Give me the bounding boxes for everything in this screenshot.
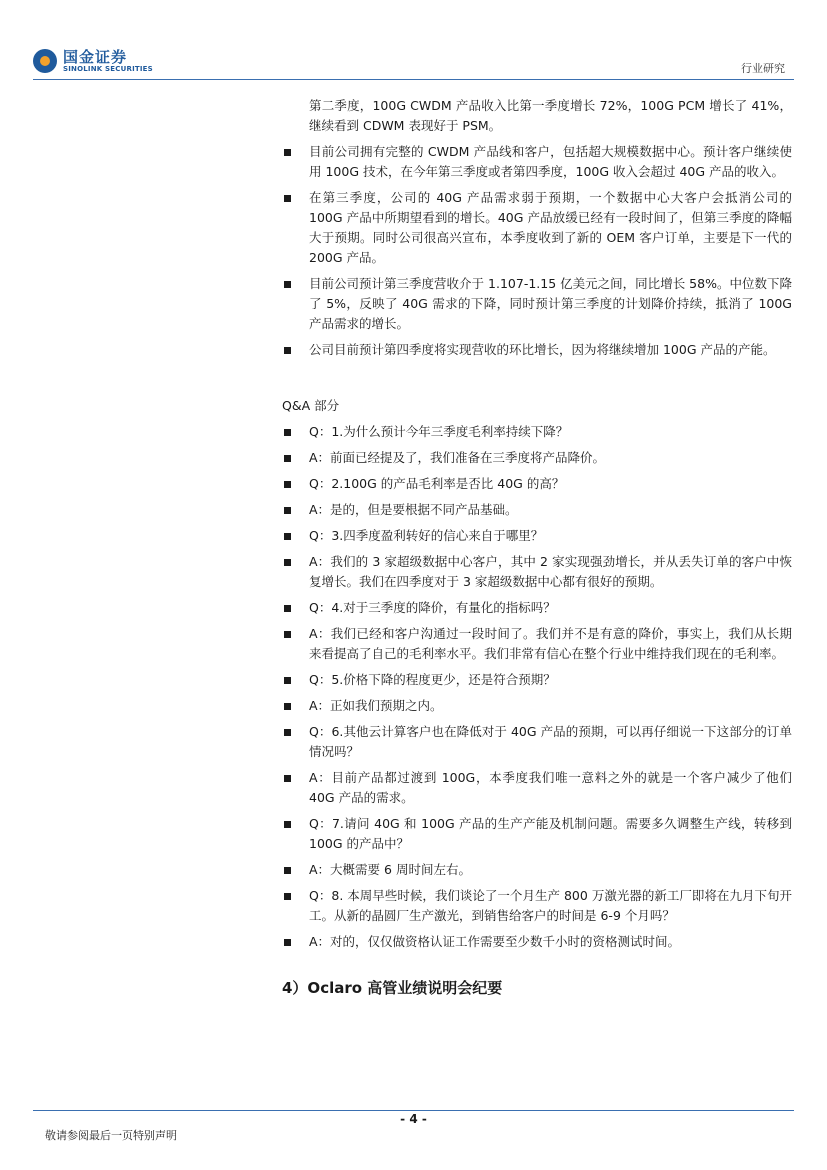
list-item-text: A：我们的 3 家超级数据中心客户，其中 2 家实现强劲增长，并从丢失订单的客户中恢复增长。我们在四季度对于 3 家超级数据中心都有很好的预期。 [309, 554, 792, 589]
list-item-text: A：正如我们预期之内。 [309, 698, 443, 713]
list-item [282, 142, 792, 182]
square-bullet-icon [284, 559, 291, 566]
list-item-text: Q：7.请问 40G 和 100G 产品的生产产能及机制问题。需要多久调整生产线，转移到 100G 的产品中？ [309, 816, 792, 851]
square-bullet-icon [284, 455, 291, 462]
continuation-paragraph: 第二季度，100G CWDM 产品收入比第一季度增长 72%，100G PCM 增长了 41%，继续看到 CDWM 表现好于 PSM。 [309, 98, 792, 133]
list-item-text: Q：6.其他云计算客户也在降低对于 40G 产品的预期，可以再仔细说一下这部分的订单情况吗？ [309, 724, 792, 759]
list-item [282, 274, 792, 334]
logo-english-name: SINOLINK SECURITIES [63, 65, 153, 73]
page-number: - 4 - [400, 1112, 427, 1126]
list-item-text: 公司目前预计第四季度将实现营收的环比增长，因为将继续增加 100G 产品的产能。 [309, 342, 776, 357]
qa-list [282, 422, 792, 952]
list-item [282, 932, 792, 952]
list-item [282, 886, 792, 926]
square-bullet-icon [284, 195, 291, 202]
list-item-text: Q：1.为什么预计今年三季度毛利率持续下降？ [309, 424, 569, 439]
list-item [282, 624, 792, 664]
square-bullet-icon [284, 821, 291, 828]
company-logo [33, 46, 153, 78]
square-bullet-icon [284, 939, 291, 946]
list-item [282, 552, 792, 592]
square-bullet-icon [284, 481, 291, 488]
square-bullet-icon [284, 533, 291, 540]
list-item [282, 670, 792, 690]
list-item-text: A：前面已经提及了，我们准备在三季度将产品降价。 [309, 450, 606, 465]
list-item [282, 500, 792, 520]
list-item-text: 在第三季度，公司的 40G 产品需求弱于预期，一个数据中心大客户会抵消公司的 100G 产品中所期望看到的增长。40G 产品放缓已经有一段时间了，但第三季度的降幅大于预期。同时公司很高兴宣布，本季度收到了新的 OEM 客户订单，主要是下一代的 200G 产品。 [309, 190, 792, 265]
header-divider [33, 79, 794, 80]
square-bullet-icon [284, 729, 291, 736]
list-item-text: 目前公司拥有完整的 CWDM 产品线和客户，包括超大规模数据中心。预计客户继续使用 100G 技术，在今年第三季度或者第四季度，100G 收入会超过 40G 产品的收入。 [309, 144, 792, 179]
page-header [0, 0, 827, 80]
square-bullet-icon [284, 281, 291, 288]
square-bullet-icon [284, 703, 291, 710]
square-bullet-icon [284, 605, 291, 612]
list-item [282, 768, 792, 808]
square-bullet-icon [284, 149, 291, 156]
list-item-text: A：是的，但是要根据不同产品基础。 [309, 502, 518, 517]
list-item-text: A：目前产品都过渡到 100G，本季度我们唯一意料之外的就是一个客户减少了他们 40G 产品的需求。 [309, 770, 792, 805]
square-bullet-icon [284, 347, 291, 354]
square-bullet-icon [284, 429, 291, 436]
document-body [282, 96, 792, 998]
list-item-text: A：大概需要 6 周时间左右。 [309, 862, 471, 877]
list-item [282, 722, 792, 762]
list-item-text: A：对的，仅仅做资格认证工作需要至少数千小时的资格测试时间。 [309, 934, 681, 949]
logo-chinese-name: 国金证券 [63, 48, 128, 66]
list-item [282, 814, 792, 854]
square-bullet-icon [284, 893, 291, 900]
section-heading: 4）Oclaro 高管业绩说明会纪要 [282, 979, 503, 997]
square-bullet-icon [284, 775, 291, 782]
list-item [282, 526, 792, 546]
list-item-text: Q：2.100G 的产品毛利率是否比 40G 的高？ [309, 476, 565, 491]
footer-divider [33, 1110, 794, 1111]
list-item [282, 448, 792, 468]
list-item [282, 340, 792, 360]
footer-disclaimer: 敬请参阅最后一页特别声明 [45, 1129, 177, 1142]
list-item [282, 860, 792, 880]
list-item [282, 598, 792, 618]
list-item [282, 422, 792, 442]
list-item-text: Q：8. 本周早些时候，我们谈论了一个月生产 800 万激光器的新工厂即将在九月下旬开工。从新的晶圆厂生产激光，到销售给客户的时间是 6-9 个月吗？ [309, 888, 792, 923]
square-bullet-icon [284, 631, 291, 638]
logo-icon [33, 49, 57, 73]
list-item [282, 188, 792, 268]
list-item [282, 696, 792, 716]
list-item-text: Q：4.对于三季度的降价，有量化的指标吗？ [309, 600, 556, 615]
list-item-text: Q：3.四季度盈利转好的信心来自于哪里？ [309, 528, 544, 543]
list-item-text: Q：5.价格下降的程度更少，还是符合预期？ [309, 672, 556, 687]
list-item [282, 474, 792, 494]
square-bullet-icon [284, 677, 291, 684]
qa-section-label: Q&A 部分 [282, 398, 340, 413]
square-bullet-icon [284, 867, 291, 874]
list-item-text: 目前公司预计第三季度营收介于 1.107-1.15 亿美元之间，同比增长 58%。中位数下降了 5%，反映了 40G 需求的下降，同时预计第三季度的计划降价持续，抵消了 100G 产品需求的增长。 [309, 276, 792, 331]
square-bullet-icon [284, 507, 291, 514]
list-item-text: A：我们已经和客户沟通过一段时间了。我们并不是有意的降价，事实上，我们从长期来看提高了自己的毛利率水平。我们非常有信心在整个行业中维持我们现在的毛利率。 [309, 626, 792, 661]
bullet-list [282, 142, 792, 360]
report-category: 行业研究 [741, 62, 785, 75]
